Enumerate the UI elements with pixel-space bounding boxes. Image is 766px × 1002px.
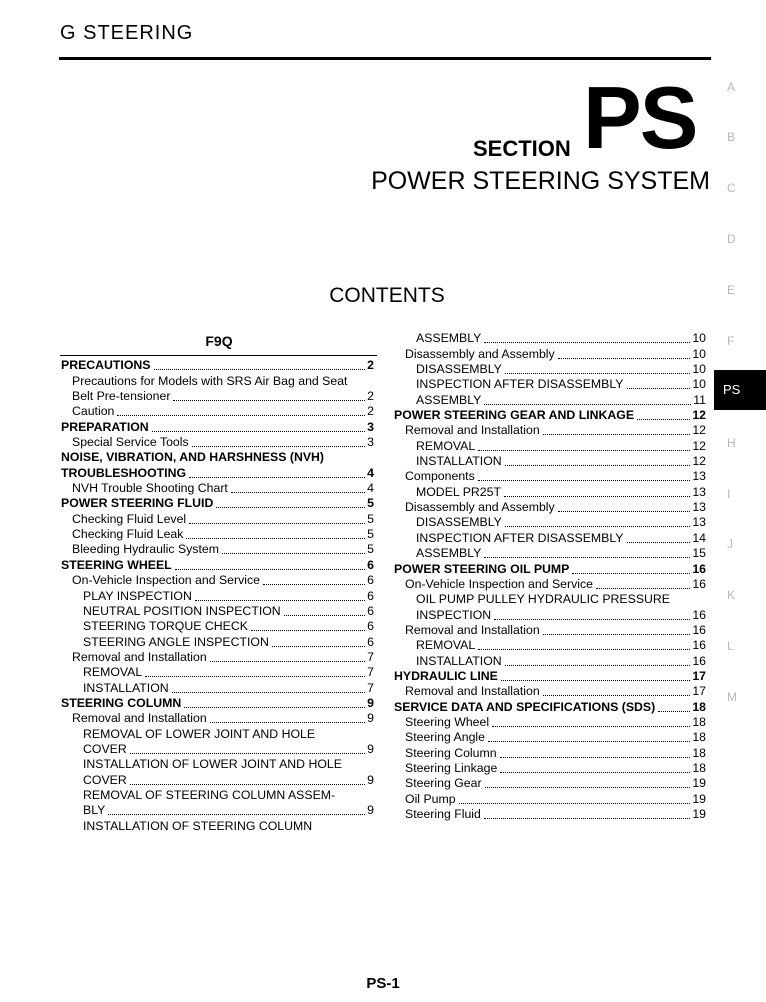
toc-entry[interactable] <box>61 680 374 695</box>
toc-entry-title: STEERING ANGLE INSPECTION <box>83 634 269 649</box>
toc-entry-title: Removal and Installation <box>405 622 540 637</box>
dot-leader <box>108 804 365 815</box>
toc-entry-title: MODEL PR25T <box>416 484 501 499</box>
toc-entry[interactable] <box>394 392 706 407</box>
toc-entry-page: 9 <box>367 695 374 710</box>
toc-entry[interactable] <box>394 669 706 684</box>
toc-entry-title: INSPECTION AFTER DISASSEMBLY <box>416 530 624 545</box>
toc-entry-title: Removal and Installation <box>405 423 540 438</box>
toc-entry-title: Removal and Installation <box>405 684 540 699</box>
toc-entry-page: 16 <box>692 576 706 591</box>
dot-leader <box>130 774 365 785</box>
dot-leader <box>558 501 691 512</box>
dot-leader <box>189 513 365 524</box>
toc-entry-page: 13 <box>692 484 706 499</box>
toc-entry-page: 9 <box>367 711 374 726</box>
section-tab-b[interactable]: B <box>727 130 736 144</box>
toc-entry-page: 6 <box>367 573 374 588</box>
toc-entry[interactable] <box>394 469 706 484</box>
toc-entry-page: 5 <box>367 511 374 526</box>
toc-entry[interactable] <box>61 542 374 557</box>
toc-right-column <box>394 331 706 822</box>
toc-entry-page: 12 <box>692 438 706 453</box>
dot-leader <box>500 747 691 758</box>
dot-leader <box>505 655 691 666</box>
toc-entry[interactable] <box>394 561 706 576</box>
toc-entry-page: 6 <box>367 619 374 634</box>
dot-leader <box>505 455 691 466</box>
toc-entry-title: REMOVAL <box>416 638 476 653</box>
toc-entry[interactable] <box>61 389 374 404</box>
dot-leader <box>572 563 690 574</box>
toc-entry-title: Components <box>405 469 475 484</box>
dot-leader <box>492 716 690 727</box>
toc-entry-title: Oil Pump <box>405 791 456 806</box>
toc-entry[interactable] <box>61 788 374 803</box>
toc-entry-title: INSPECTION <box>416 607 492 622</box>
toc-entry-page: 9 <box>367 741 374 756</box>
toc-entry[interactable] <box>61 588 374 603</box>
toc-entry-page: 3 <box>367 435 374 450</box>
section-tab-active[interactable]: PS <box>714 370 766 410</box>
toc-entry[interactable] <box>61 435 374 450</box>
toc-entry[interactable] <box>61 742 374 757</box>
toc-entry-page: 18 <box>692 699 706 714</box>
dot-leader <box>484 547 690 558</box>
toc-entry-title: REMOVAL OF LOWER JOINT AND HOLE <box>83 726 316 741</box>
section-title: POWER STEERING SYSTEM <box>371 167 710 195</box>
dot-leader <box>558 348 691 359</box>
dot-leader <box>154 359 366 370</box>
toc-entry-page: 16 <box>692 607 706 622</box>
toc-entry[interactable] <box>61 557 374 572</box>
dot-leader <box>186 528 365 539</box>
toc-entry[interactable] <box>394 423 706 438</box>
toc-entry-title: POWER STEERING GEAR AND LINKAGE <box>394 408 635 423</box>
toc-entry-title: INSTALLATION <box>416 454 502 469</box>
section-code: PS <box>583 68 697 167</box>
toc-entry-page: 12 <box>692 408 706 423</box>
dot-leader <box>627 532 691 543</box>
toc-entry[interactable] <box>61 711 374 726</box>
section-tab-h[interactable]: H <box>727 436 736 450</box>
dot-leader <box>501 670 690 681</box>
dot-leader <box>222 543 365 554</box>
dot-leader <box>251 620 365 631</box>
section-tab-k[interactable]: K <box>727 588 736 602</box>
toc-entry-title: STEERING WHEEL <box>61 557 172 572</box>
dot-leader <box>485 777 691 788</box>
toc-entry-page: 5 <box>367 542 374 557</box>
section-tab-i[interactable]: I <box>727 487 731 501</box>
toc-entry-title: DISASSEMBLY <box>416 515 502 530</box>
toc-entry-page: 9 <box>367 772 374 787</box>
toc-entry-title: INSTALLATION <box>416 653 502 668</box>
toc-entry-title: STEERING COLUMN <box>61 695 182 710</box>
toc-entry-title: BLY <box>83 803 106 818</box>
toc-entry-title: HYDRAULIC LINE <box>394 668 498 683</box>
toc-entry[interactable] <box>394 530 706 545</box>
dot-leader <box>210 712 365 723</box>
toc-entry[interactable] <box>394 638 706 653</box>
dot-leader <box>484 808 690 819</box>
dot-leader <box>627 378 691 389</box>
toc-entry-title: Disassembly and Assembly <box>405 346 555 361</box>
toc-entry[interactable] <box>394 730 706 745</box>
toc-entry-title: POWER STEERING FLUID <box>61 496 214 511</box>
toc-entry[interactable] <box>61 496 374 511</box>
toc-entry-title: NOISE, VIBRATION, AND HARSHNESS (NVH) <box>61 450 325 465</box>
toc-entry[interactable] <box>61 650 374 665</box>
dot-leader <box>543 685 691 696</box>
toc-entry[interactable] <box>61 818 374 833</box>
toc-entry[interactable] <box>61 511 374 526</box>
toc-entry-title: INSPECTION AFTER DISASSEMBLY <box>416 377 624 392</box>
toc-entry[interactable] <box>61 573 374 588</box>
dot-leader <box>145 666 365 677</box>
toc-entry[interactable] <box>394 761 706 776</box>
toc-entry-page: 2 <box>367 358 374 373</box>
toc-entry-title: Removal and Installation <box>72 649 207 664</box>
toc-entry[interactable] <box>61 404 374 419</box>
section-tab-j[interactable]: J <box>727 537 733 551</box>
toc-entry-page: 7 <box>367 649 374 664</box>
toc-entry-title: Steering Linkage <box>405 760 498 775</box>
toc-entry-title: REMOVAL <box>416 438 476 453</box>
dot-leader <box>210 651 365 662</box>
toc-entry-title: Bleeding Hydraulic System <box>72 542 219 557</box>
toc-entry-page: 16 <box>692 653 706 668</box>
toc-entry-page: 7 <box>367 680 374 695</box>
page-number: PS-1 <box>366 975 400 992</box>
toc-entry[interactable] <box>394 546 706 561</box>
toc-entry-title: Special Service Tools <box>72 435 189 450</box>
toc-entry-title: INSTALLATION <box>83 680 169 695</box>
toc-entry[interactable] <box>394 776 706 791</box>
toc-entry[interactable] <box>61 450 374 465</box>
toc-entry[interactable] <box>394 745 706 760</box>
toc-entry-page: 6 <box>367 557 374 572</box>
dot-leader <box>484 332 690 343</box>
dot-leader <box>459 793 691 804</box>
dot-leader <box>231 482 365 493</box>
toc-entry[interactable] <box>394 684 706 699</box>
toc-entry-page: 10 <box>692 377 706 392</box>
dot-leader <box>484 394 691 405</box>
dot-leader <box>494 609 690 620</box>
toc-entry-title: Checking Fluid Leak <box>72 527 184 542</box>
toc-entry[interactable] <box>394 653 706 668</box>
toc-entry[interactable] <box>394 331 706 346</box>
toc-entry[interactable] <box>394 454 706 469</box>
toc-entry-title: Belt Pre-tensioner <box>72 389 171 404</box>
toc-entry-page: 19 <box>692 776 706 791</box>
toc-entry-page: 10 <box>692 346 706 361</box>
dot-leader <box>152 421 365 432</box>
toc-entry-page: 16 <box>692 638 706 653</box>
dot-leader <box>117 405 365 416</box>
toc-entry[interactable] <box>394 699 706 714</box>
toc-entry[interactable] <box>61 604 374 619</box>
toc-entry-page: 19 <box>692 807 706 821</box>
toc-entry-page: 10 <box>692 331 706 346</box>
dot-leader <box>504 486 690 497</box>
toc-entry[interactable] <box>394 408 706 423</box>
dot-leader <box>192 436 366 447</box>
toc-entry-title: COVER <box>83 772 127 787</box>
toc-entry-page: 16 <box>692 561 706 576</box>
toc-entry-title: Precautions for Models with SRS Air Bag and Seat <box>72 373 348 388</box>
toc-entry-page: 12 <box>692 454 706 469</box>
toc-entry[interactable] <box>394 577 706 592</box>
toc-entry-title: NVH Trouble Shooting Chart <box>72 481 228 496</box>
toc-entry[interactable] <box>61 527 374 542</box>
engine-heading: F9Q <box>205 333 233 349</box>
toc-entry-page: 4 <box>367 481 374 496</box>
toc-entry[interactable] <box>394 791 706 806</box>
chapter-header: G STEERING <box>60 22 194 44</box>
toc-entry-page: 6 <box>367 588 374 603</box>
dot-leader <box>272 636 365 647</box>
toc-entry-page: 16 <box>692 622 706 637</box>
toc-entry-page: 14 <box>692 530 706 545</box>
toc-left-column <box>61 358 374 834</box>
toc-entry-title: STEERING TORQUE CHECK <box>83 619 248 634</box>
toc-entry-page: 15 <box>692 546 706 561</box>
dot-leader <box>478 639 690 650</box>
toc-entry-title: PLAY INSPECTION <box>83 588 192 603</box>
toc-entry-page: 3 <box>367 419 374 434</box>
toc-entry[interactable] <box>61 358 374 373</box>
toc-entry[interactable] <box>61 619 374 634</box>
toc-entry-title: Checking Fluid Level <box>72 511 187 526</box>
toc-entry-page: 13 <box>692 500 706 515</box>
toc-entry-title: Steering Angle <box>405 730 485 745</box>
dot-leader <box>216 497 365 508</box>
toc-entry[interactable] <box>394 377 706 392</box>
toc-entry-page: 18 <box>692 745 706 760</box>
toc-entry[interactable] <box>61 696 374 711</box>
toc-entry[interactable] <box>394 592 706 607</box>
dot-leader <box>284 605 365 616</box>
toc-entry[interactable] <box>61 665 374 680</box>
toc-entry[interactable] <box>394 438 706 453</box>
dot-leader <box>505 516 690 527</box>
toc-entry-page: 6 <box>367 634 374 649</box>
toc-entry-page: 2 <box>367 389 374 404</box>
dot-leader <box>505 363 690 374</box>
toc-entry[interactable] <box>394 807 706 822</box>
toc-entry-page: 2 <box>367 404 374 419</box>
dot-leader <box>488 731 690 742</box>
toc-entry-title: Steering Fluid <box>405 807 481 821</box>
toc-entry-page: 19 <box>692 791 706 806</box>
toc-entry-title: Steering Wheel <box>405 714 490 729</box>
toc-entry-page: 7 <box>367 665 374 680</box>
toc-entry-title: Disassembly and Assembly <box>405 500 555 515</box>
toc-entry-title: Caution <box>72 404 115 419</box>
toc-entry-title: OIL PUMP PULLEY HYDRAULIC PRESSURE <box>416 592 670 607</box>
toc-entry[interactable] <box>394 607 706 622</box>
toc-entry-page: 13 <box>692 469 706 484</box>
section-tab-l[interactable]: L <box>727 639 734 653</box>
toc-entry-title: INSTALLATION OF LOWER JOINT AND HOLE <box>83 757 342 772</box>
dot-leader <box>543 424 691 435</box>
toc-entry-title: SERVICE DATA AND SPECIFICATIONS (SDS) <box>394 699 656 714</box>
toc-entry-title: DISASSEMBLY <box>416 362 502 377</box>
section-tab-e[interactable]: E <box>727 283 736 297</box>
dot-leader <box>263 574 365 585</box>
dot-leader <box>543 624 691 635</box>
toc-entry-title: ASSEMBLY <box>416 331 482 346</box>
toc-entry[interactable] <box>394 623 706 638</box>
section-tab-f[interactable]: F <box>727 334 735 348</box>
dot-leader <box>173 390 365 401</box>
toc-entry[interactable] <box>394 500 706 515</box>
toc-entry-title: ASSEMBLY <box>416 546 482 561</box>
dot-leader <box>596 578 690 589</box>
toc-entry-page: 4 <box>367 465 374 480</box>
toc-entry[interactable] <box>61 465 374 480</box>
toc-entry-title: On-Vehicle Inspection and Service <box>72 573 260 588</box>
dot-leader <box>175 559 365 570</box>
contents-heading: CONTENTS <box>329 284 445 307</box>
dot-leader <box>172 682 366 693</box>
toc-entry[interactable] <box>61 373 374 388</box>
dot-leader <box>195 590 365 601</box>
toc-entry-title: POWER STEERING OIL PUMP <box>394 561 570 576</box>
toc-entry-title: INSTALLATION OF STEERING COLUMN <box>83 818 313 833</box>
toc-entry[interactable] <box>394 362 706 377</box>
toc-entry-title: TROUBLESHOOTING <box>61 465 187 480</box>
toc-entry[interactable] <box>394 715 706 730</box>
toc-entry[interactable] <box>61 772 374 787</box>
toc-entry[interactable] <box>61 634 374 649</box>
toc-entry-page: 6 <box>367 603 374 618</box>
toc-entry-page: 12 <box>692 423 706 438</box>
toc-entry-page: 9 <box>367 803 374 818</box>
toc-entry-title: REMOVAL <box>83 665 143 680</box>
toc-entry-title: ASSEMBLY <box>416 392 482 407</box>
toc-entry[interactable] <box>61 726 374 741</box>
dot-leader <box>500 762 690 773</box>
dot-leader <box>478 440 690 451</box>
section-tab-m[interactable]: M <box>727 690 737 704</box>
section-tab-a[interactable]: A <box>727 80 736 94</box>
engine-rule <box>60 355 377 356</box>
toc-entry[interactable] <box>61 419 374 434</box>
toc-entry-page: 5 <box>367 527 374 542</box>
toc-entry-title: COVER <box>83 741 127 756</box>
toc-entry-page: 10 <box>692 362 706 377</box>
dot-leader <box>478 470 691 481</box>
toc-entry-title: NEUTRAL POSITION INSPECTION <box>83 603 281 618</box>
toc-entry-title: Removal and Installation <box>72 711 207 726</box>
toc-entry[interactable] <box>394 484 706 499</box>
toc-entry-title: PREPARATION <box>61 419 149 434</box>
dot-leader <box>130 743 365 754</box>
toc-entry[interactable] <box>61 481 374 496</box>
toc-entry-title: Steering Gear <box>405 776 482 791</box>
dot-leader <box>637 409 690 420</box>
toc-entry-title: On-Vehicle Inspection and Service <box>405 576 593 591</box>
section-tab-c[interactable]: C <box>727 181 736 195</box>
toc-entry[interactable] <box>394 515 706 530</box>
toc-entry-title: Steering Column <box>405 745 497 760</box>
dot-leader <box>658 701 690 712</box>
dot-leader <box>184 697 365 708</box>
dot-leader <box>189 467 365 478</box>
toc-entry[interactable] <box>394 346 706 361</box>
toc-entry-page: 18 <box>692 714 706 729</box>
toc-entry-page: 18 <box>692 730 706 745</box>
toc-entry-page: 5 <box>367 496 374 511</box>
header-rule <box>59 57 711 60</box>
toc-entry[interactable] <box>61 757 374 772</box>
toc-entry-page: 17 <box>692 684 706 699</box>
toc-entry-title: PRECAUTIONS <box>61 358 151 373</box>
section-tab-d[interactable]: D <box>727 232 736 246</box>
toc-entry[interactable] <box>61 803 374 818</box>
toc-entry-page: 13 <box>692 515 706 530</box>
section-label: SECTION <box>473 136 571 161</box>
toc-entry-title: REMOVAL OF STEERING COLUMN ASSEM- <box>83 787 336 802</box>
toc-entry-page: 18 <box>692 760 706 775</box>
toc-entry-page: 17 <box>692 668 706 683</box>
toc-entry-page: 11 <box>693 392 706 407</box>
